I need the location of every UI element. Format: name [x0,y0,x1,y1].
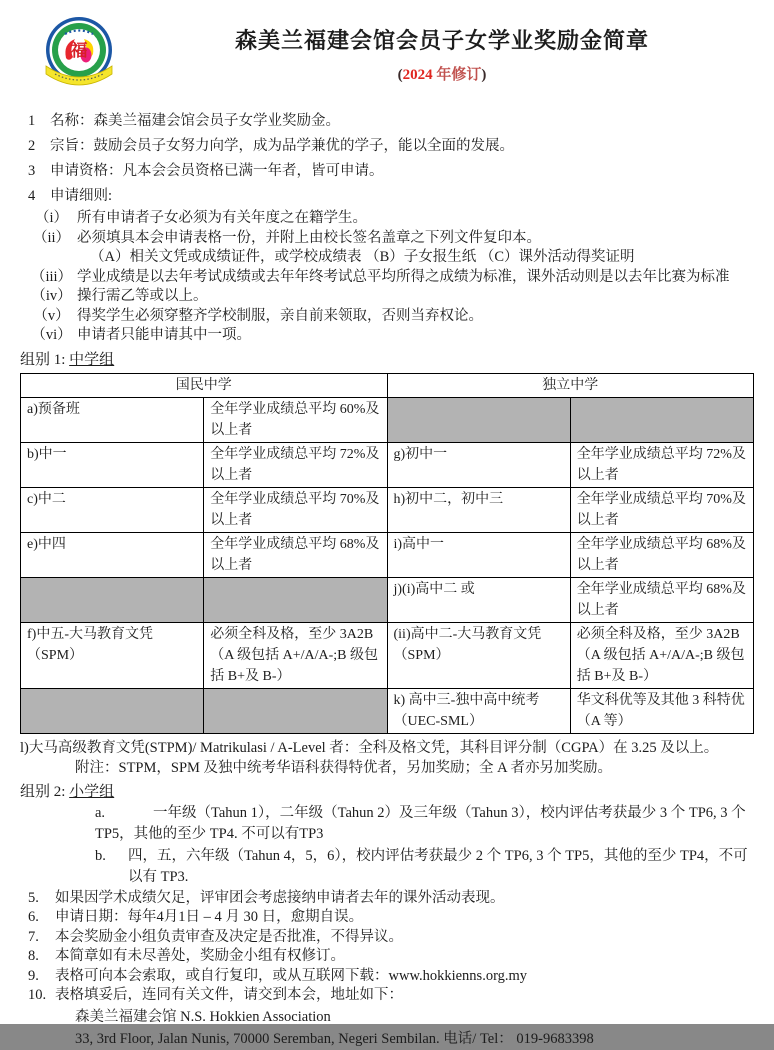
table-cell: 必须全科及格，至少 3A2B（A 级包括 A+/A/A-;B 级包括 B+及 B-） [204,622,387,688]
subtitle-year: 2024 [402,67,433,83]
logo-fu-glyph: 福 [70,41,88,60]
detail-marker: （i） [34,210,69,226]
detail-item-iii [20,268,754,288]
table-cell: c)中二 [21,487,204,532]
primary-item-b [20,846,754,889]
general-number: 7. [28,928,39,945]
table-row [21,442,754,487]
primary-item-text: 一年级（Tahun 1），二年级（Tahun 2）及三年级（Tahun 3），校内评估考获最少 3 个 TP6, 3 个 TP5，其他的至少 TP4. 不可以有TP3 [95,804,746,842]
rule-text: 申请细则: [50,188,113,204]
rule-text: 名称：森美兰福建会馆会员子女学业奖励金。 [50,113,340,129]
general-number: 5. [28,889,39,906]
table-cell: 全年学业成绩总平均 68%及以上者 [570,532,753,577]
document-body [0,101,774,1050]
subtitle-open-paren: ( [397,67,403,83]
detail-item-iv [20,287,754,307]
detail-marker: （vi） [31,327,72,343]
general-number: 9. [28,967,39,984]
detail-text: 必须填具本会申请表格一份，并附上由校长签名盖章之下列文件复印本。 [77,229,541,246]
detail-item-i [20,209,754,229]
rule-number: 2 [28,138,36,154]
group1-label: 组别 1: [20,351,70,368]
general-number: 10. [28,987,47,1003]
detail-marker: （iv） [31,288,72,304]
general-text: 表格可向本会索取，或自行复印，或从互联网下载：www.hokkienns.org.my [55,967,528,984]
group2-name: 小学组 [69,783,115,800]
table-cell: k) 高中三-独中高中统考（UEC-SML） [387,688,570,733]
table-header-row [21,373,754,397]
general-item-6 [20,908,754,928]
table-row [21,688,754,733]
association-logo [38,16,130,101]
required-documents-line: （A）相关文凭或成绩证件，或学校成绩表 （B）子女报生纸 （C）课外活动得奖证明 [90,249,635,265]
footnote-line: 附注：STPM，SPM 及独中统考华语科获得特优者，另加奖励；全 A 者亦另加奖励。 [75,759,612,776]
group1-name: 中学组 [69,351,115,368]
table-cell: j)(i)高中二 或 [387,577,570,622]
table-cell: 全年学业成绩总平均 72%及以上者 [204,442,387,487]
detail-text: 操行需乙等或以上。 [77,288,208,304]
rule-item-1 [20,109,754,134]
table-row [21,532,754,577]
general-item-9 [20,967,754,987]
table-row [21,397,754,442]
revision-subtitle [130,63,754,84]
rule-number: 1 [28,113,36,129]
detail-text: 得奖学生必须穿整齐学校制服，亲自前来领取，否则当弃权论。 [77,307,483,324]
detail-marker: （ii） [32,229,71,246]
general-text: 申请日期：每年4月1日 – 4 月 30 日，愈期自误。 [55,909,364,925]
table-cell: b)中一 [21,442,204,487]
title-block [130,16,754,84]
page-title: 森美兰福建会馆会员子女学业奖励金简章 [234,28,649,53]
general-text: 本会奖励金小组负责审查及决定是否批准，不得异议。 [55,928,403,945]
table-cell: 华文科优等及其他 3 科特优（A 等） [570,688,753,733]
table-cell: 全年学业成绩总平均 68%及以上者 [570,577,753,622]
table-cell [21,688,204,733]
table-cell: (ii)高中二-大马教育文凭（SPM） [387,622,570,688]
detail-text: 所有申请者子女必须为有关年度之在籍学生。 [77,210,367,226]
general-item-7 [20,928,754,948]
general-text: 表格填妥后，连同有关文件，请交到本会，地址如下： [55,987,403,1003]
subtitle-close-paren: ) [481,67,487,83]
association-emblem-icon [38,16,120,96]
primary-item-text: 四，五，六年级（Tahun 4，5，6），校内评估考获最少 2 个 TP6, 3 个 TP5，其他的至少 TP4，不可以有 TP3. [128,847,748,885]
general-item-10 [20,986,754,1006]
primary-item-a [20,803,754,846]
primary-item-marker: b. [95,847,106,864]
rule-number: 4 [28,188,36,204]
secondary-school-table [20,373,754,734]
detail-item-ii [20,229,754,249]
general-text: 如果因学术成绩欠足，评审团会考虑接纳申请者去年的课外活动表现。 [55,889,505,906]
table-cell [387,397,570,442]
table-row [21,622,754,688]
table-cell [570,397,753,442]
group2-label: 组别 2: [20,783,70,800]
table-cell: 全年学业成绩总平均 68%及以上者 [204,532,387,577]
general-item-8 [20,947,754,967]
table-row [21,487,754,532]
detail-item-v [20,307,754,327]
table-cell: 必须全科及格，至少 3A2B（A 级包括 A+/A/A-;B 级包括 B+及 B-） [570,622,753,688]
detail-text: 申请者只能申请其中一项。 [77,327,251,343]
document-header [0,0,774,101]
rule-number: 3 [28,163,36,179]
table-header-national: 国民中学 [21,373,388,397]
table-cell: e)中四 [21,532,204,577]
table-cell: f)中五-大马教育文凭（SPM） [21,622,204,688]
table-cell: g)初中一 [387,442,570,487]
table-row [21,577,754,622]
table-cell: 全年学业成绩总平均 70%及以上者 [570,487,753,532]
group2-heading [20,781,754,803]
table-cell [204,688,387,733]
address-street-line: 33, 3rd Floor, Jalan Nunis, 70000 Seremban, Negeri Sembilan. 电话/ Tel： 019-9683398 [75,1030,594,1047]
primary-item-marker: a. [95,804,106,821]
rule-item-2 [20,134,754,159]
rule-item-4 [20,184,754,209]
table-cell: 全年学业成绩总平均 70%及以上者 [204,487,387,532]
rule-text: 宗旨：鼓励会员子女努力向学，成为品学兼优的学子，能以全面的发展。 [50,138,514,154]
table-cell: 全年学业成绩总平均 72%及以上者 [570,442,753,487]
general-text: 本简章如有未尽善处，奖励金小组有权修订。 [55,948,345,964]
table-cell [204,577,387,622]
address-org-line: 森美兰福建会馆 N.S. Hokkien Association [75,1008,331,1025]
table-cell: i)高中一 [387,532,570,577]
table-cell [21,577,204,622]
general-number: 8. [28,948,39,964]
group1-heading [20,349,754,371]
table-cell: h)初中二，初中三 [387,487,570,532]
rule-text: 申请资格：凡本会会员资格已满一年者，皆可申请。 [50,163,384,179]
table-cell: a)预备班 [21,397,204,442]
subtitle-revision-text: 年修订 [432,67,482,83]
table-cell: 全年学业成绩总平均 60%及以上者 [204,397,387,442]
detail-marker: （iii） [30,268,73,285]
general-item-5 [20,889,754,909]
detail-item-vi [20,326,754,346]
detail-marker: （v） [33,307,70,324]
general-number: 6. [28,909,39,925]
detail-text: 学业成绩是以去年考试成绩或去年年终考试总平均所得之成绩为标准，课外活动则是以去年比赛为标准 [77,268,730,285]
table-header-independent: 独立中学 [387,373,754,397]
stpm-criteria-line: l)大马高级教育文凭(STPM)/ Matrikulasi / A-Level 者：全科及格文凭，其科目评分制（CGPA）在 3.25 及以上。 [20,739,719,756]
rule-item-3 [20,159,754,184]
